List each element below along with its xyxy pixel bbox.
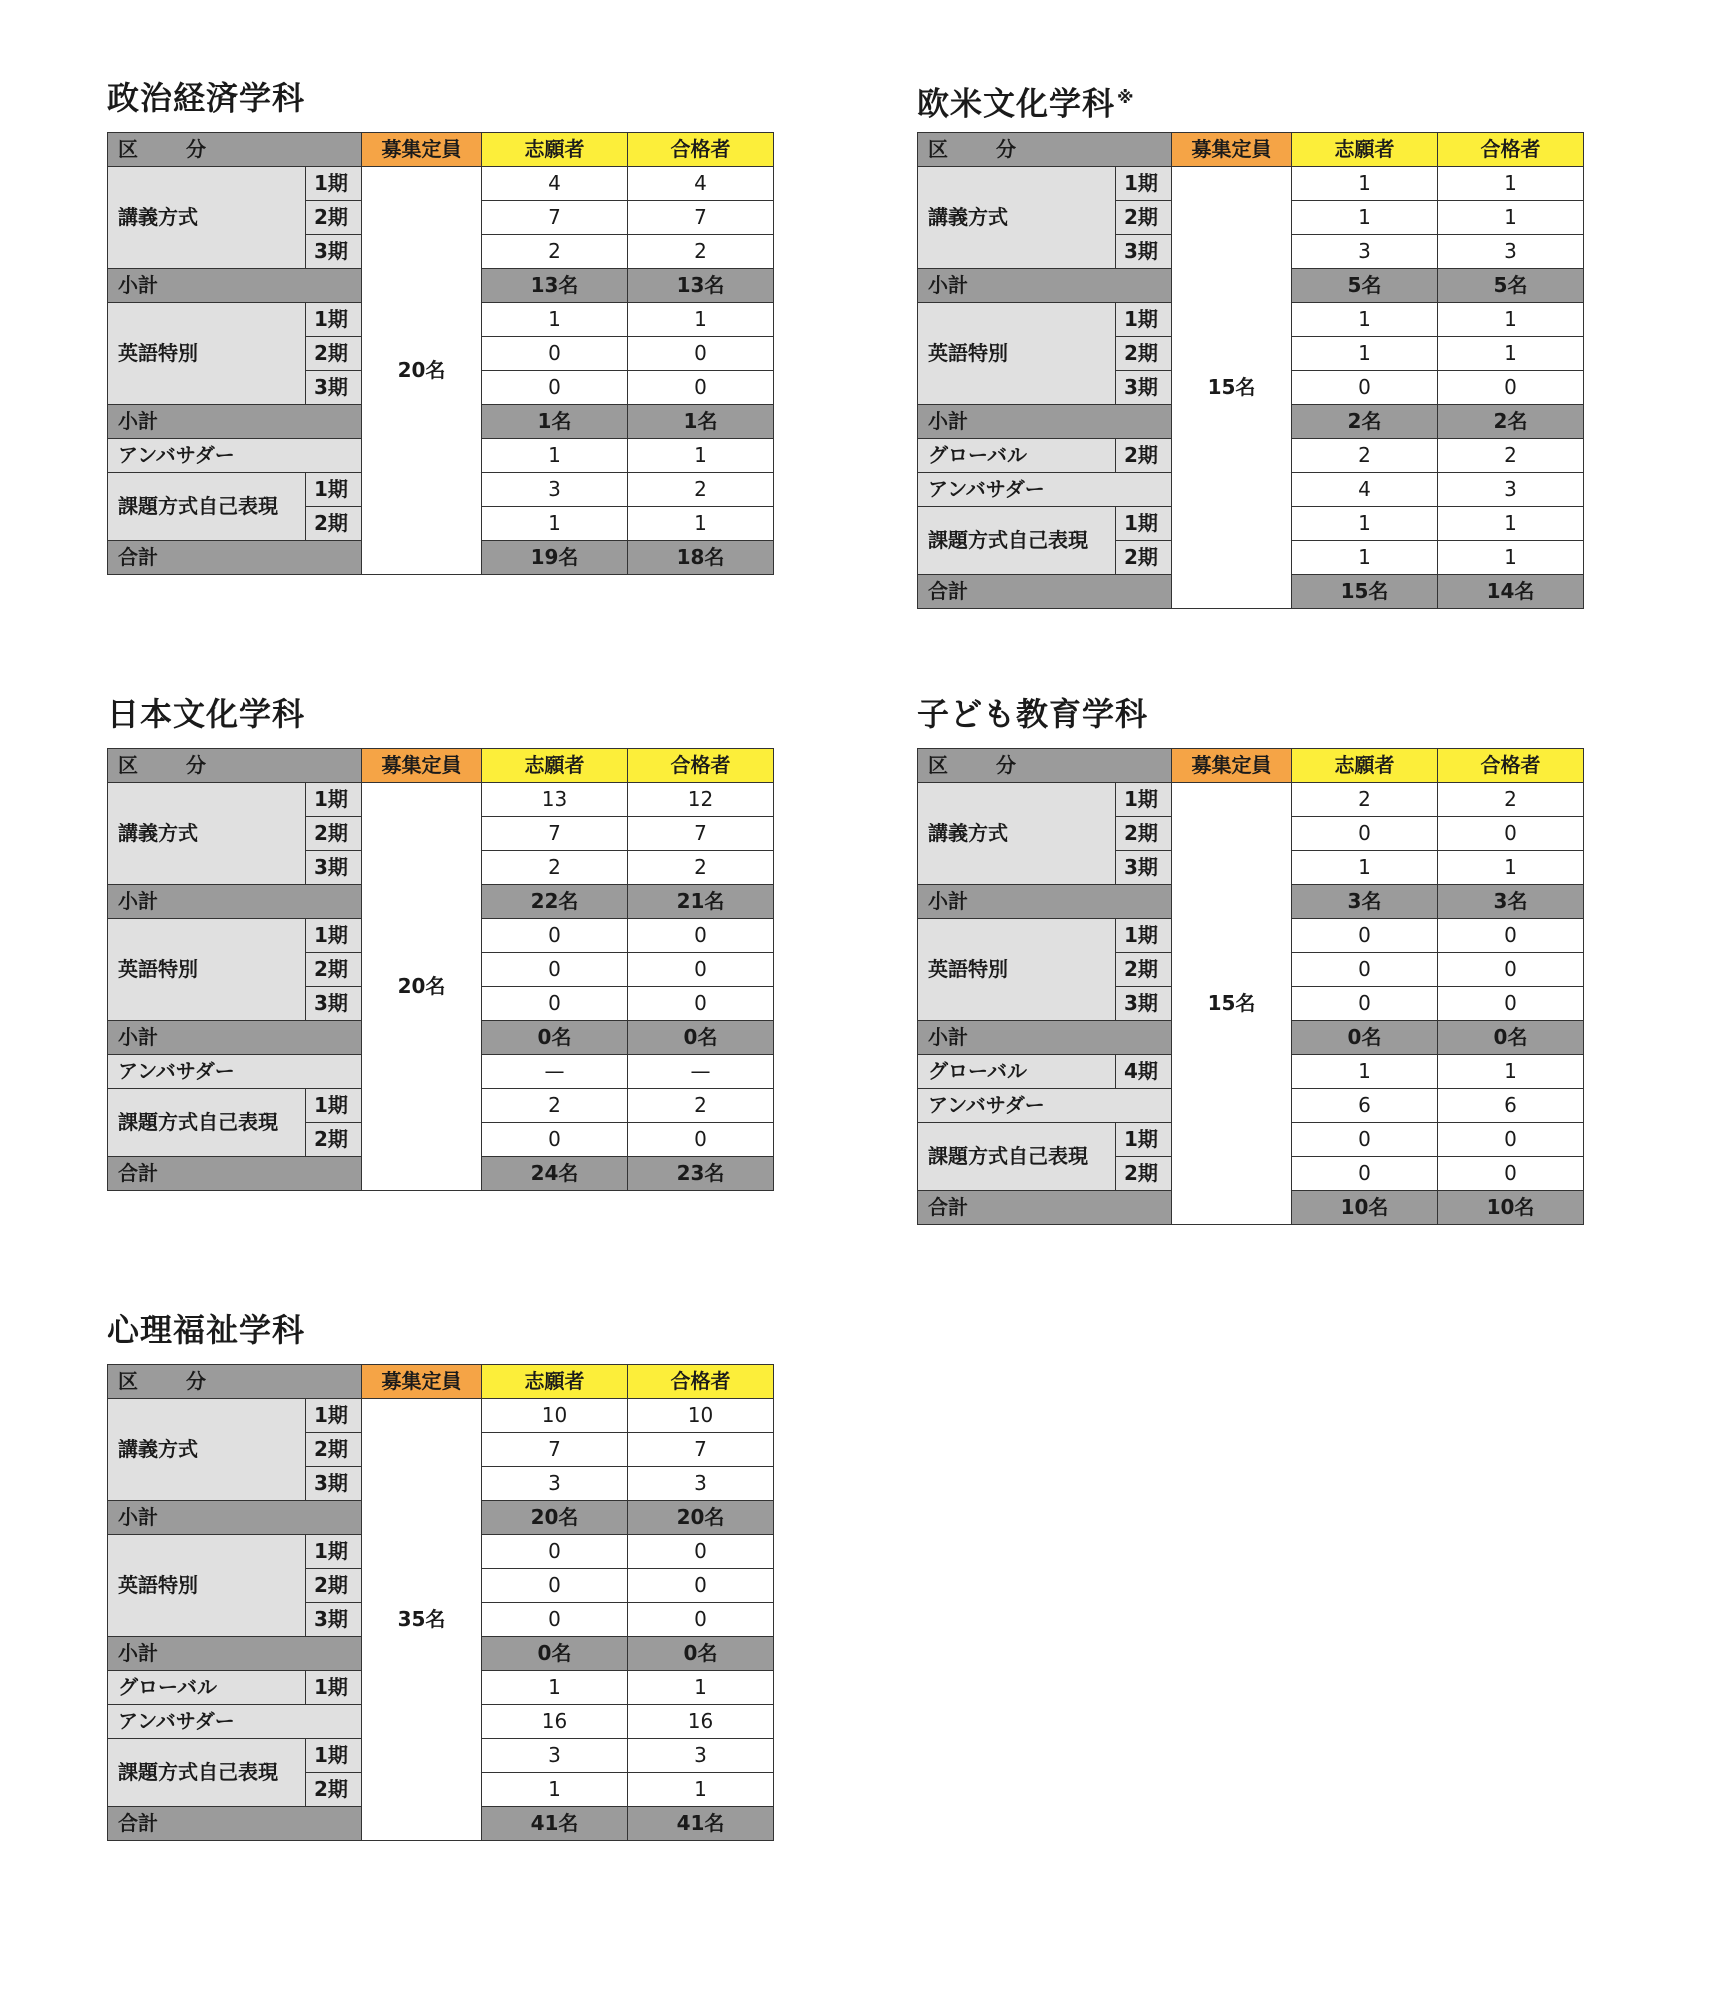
- section-title: 政治経済学科: [107, 79, 306, 117]
- applicants-cell: 2: [1292, 439, 1438, 473]
- applicants-cell: 0: [1292, 953, 1438, 987]
- passed-cell: 2: [628, 473, 774, 507]
- capacity-cell: 35名: [362, 1399, 482, 1841]
- passed-subtotal: 13名: [628, 269, 774, 303]
- passed-cell: 1: [1438, 541, 1584, 575]
- passed-cell: 0: [1438, 1123, 1584, 1157]
- capacity-cell: 20名: [362, 167, 482, 575]
- label-english: 英語特別: [108, 1535, 306, 1637]
- period-label: 1期: [1116, 507, 1172, 541]
- label-subtotal: 小計: [108, 1021, 362, 1055]
- period-label: 2期: [306, 953, 362, 987]
- applicants-cell: 1: [1292, 167, 1438, 201]
- capacity-cell: 15名: [1172, 167, 1292, 609]
- capacity-cell: 15名: [1172, 783, 1292, 1225]
- applicants-cell: 0: [1292, 371, 1438, 405]
- header-kubun: [108, 133, 362, 167]
- applicants-cell: 0: [482, 1569, 628, 1603]
- header-row: [108, 749, 774, 783]
- passed-subtotal: 0名: [1438, 1021, 1584, 1055]
- label-english: 英語特別: [108, 303, 306, 405]
- applicants-cell: —: [482, 1055, 628, 1089]
- passed-subtotal: 5名: [1438, 269, 1584, 303]
- passed-cell: 1: [1438, 201, 1584, 235]
- period-label: 1期: [306, 167, 362, 201]
- period-label: 1期: [306, 1399, 362, 1433]
- label-subtotal: 小計: [918, 405, 1172, 439]
- applicants-subtotal: 22名: [482, 885, 628, 919]
- passed-subtotal: 20名: [628, 1501, 774, 1535]
- label-subtotal: 小計: [108, 1637, 362, 1671]
- header-kubun: [918, 133, 1172, 167]
- period-label: 1期: [306, 473, 362, 507]
- label-total: 合計: [918, 575, 1172, 609]
- passed-total: 10名: [1438, 1191, 1584, 1225]
- header-applicants: 志願者: [482, 1365, 628, 1399]
- passed-cell: 3: [1438, 235, 1584, 269]
- applicants-subtotal: 5名: [1292, 269, 1438, 303]
- applicants-subtotal: 0名: [482, 1637, 628, 1671]
- passed-subtotal: 21名: [628, 885, 774, 919]
- passed-cell: —: [628, 1055, 774, 1089]
- period-label: 1期: [306, 1535, 362, 1569]
- applicants-cell: 3: [482, 473, 628, 507]
- passed-cell: 1: [1438, 851, 1584, 885]
- applicants-cell: 1: [1292, 303, 1438, 337]
- label-task: 課題方式自己表現: [918, 1123, 1116, 1191]
- section-seiji: [107, 78, 774, 575]
- header-kubun-1: 区: [928, 137, 948, 161]
- label-ambassador: アンバサダー: [918, 1089, 1172, 1123]
- period-label: 2期: [306, 1773, 362, 1807]
- header-applicants: 志願者: [1292, 133, 1438, 167]
- header-kubun-1: 区: [118, 137, 138, 161]
- applicants-subtotal: 0名: [482, 1021, 628, 1055]
- header-passed: 合格者: [628, 749, 774, 783]
- period-label: 2期: [1116, 953, 1172, 987]
- passed-cell: 0: [628, 1535, 774, 1569]
- period-label: 1期: [1116, 783, 1172, 817]
- applicants-cell: 0: [1292, 817, 1438, 851]
- label-lecture: 講義方式: [108, 167, 306, 269]
- applicants-subtotal: 1名: [482, 405, 628, 439]
- period-label: 2期: [306, 201, 362, 235]
- applicants-cell: 0: [482, 1535, 628, 1569]
- passed-cell: 3: [628, 1739, 774, 1773]
- period-label: 2期: [306, 507, 362, 541]
- passed-cell: 0: [1438, 919, 1584, 953]
- period-label: 2期: [1116, 201, 1172, 235]
- period-label: 2期: [1116, 541, 1172, 575]
- section-shinri: [107, 1310, 774, 1841]
- period-label: 1期: [306, 1739, 362, 1773]
- label-lecture: 講義方式: [918, 783, 1116, 885]
- period-label: 1期: [306, 919, 362, 953]
- applicants-subtotal: 20名: [482, 1501, 628, 1535]
- label-ambassador: アンバサダー: [108, 439, 362, 473]
- passed-cell: 0: [1438, 1157, 1584, 1191]
- applicants-cell: 4: [1292, 473, 1438, 507]
- section-title-text: 欧米文化学科: [917, 84, 1116, 123]
- period-label: 2期: [306, 337, 362, 371]
- passed-cell: 7: [628, 1433, 774, 1467]
- header-passed: 合格者: [628, 1365, 774, 1399]
- applicants-cell: 1: [1292, 1055, 1438, 1089]
- applicants-cell: 2: [1292, 783, 1438, 817]
- applicants-cell: 7: [482, 201, 628, 235]
- passed-total: 23名: [628, 1157, 774, 1191]
- passed-cell: 0: [1438, 953, 1584, 987]
- label-lecture: 講義方式: [108, 1399, 306, 1501]
- passed-cell: 0: [1438, 817, 1584, 851]
- label-task: 課題方式自己表現: [108, 473, 306, 541]
- header-kubun: [918, 749, 1172, 783]
- header-kubun-1: 区: [118, 1369, 138, 1393]
- period-label: 3期: [1116, 371, 1172, 405]
- passed-subtotal: 0名: [628, 1637, 774, 1671]
- applicants-total: 19名: [482, 541, 628, 575]
- header-kubun-2: 分: [186, 753, 206, 777]
- applicants-cell: 2: [482, 1089, 628, 1123]
- period-label: 1期: [306, 303, 362, 337]
- capacity-cell: 20名: [362, 783, 482, 1191]
- label-lecture: 講義方式: [918, 167, 1116, 269]
- period-label: 3期: [306, 235, 362, 269]
- header-kubun-2: 分: [996, 137, 1016, 161]
- section-title: 日本文化学科: [107, 695, 306, 733]
- period-label: 2期: [1116, 817, 1172, 851]
- period-label: 1期: [306, 1089, 362, 1123]
- applicants-cell: 7: [482, 817, 628, 851]
- passed-cell: 0: [628, 1123, 774, 1157]
- passed-subtotal: 3名: [1438, 885, 1584, 919]
- header-kubun-1: 区: [118, 753, 138, 777]
- label-total: 合計: [108, 1157, 362, 1191]
- applicants-cell: 1: [1292, 507, 1438, 541]
- passed-cell: 0: [628, 1569, 774, 1603]
- applicants-cell: 0: [482, 1603, 628, 1637]
- applicants-cell: 0: [482, 1123, 628, 1157]
- label-english: 英語特別: [918, 919, 1116, 1021]
- passed-cell: 0: [628, 1603, 774, 1637]
- applicants-cell: 1: [482, 1773, 628, 1807]
- passed-cell: 12: [628, 783, 774, 817]
- passed-cell: 2: [628, 235, 774, 269]
- passed-cell: 2: [628, 1089, 774, 1123]
- header-capacity: 募集定員: [362, 133, 482, 167]
- applicants-cell: 3: [482, 1739, 628, 1773]
- passed-cell: 2: [1438, 439, 1584, 473]
- passed-cell: 3: [1438, 473, 1584, 507]
- passed-cell: 2: [1438, 783, 1584, 817]
- results-table: [107, 132, 774, 575]
- passed-cell: 1: [1438, 167, 1584, 201]
- period-label: 1期: [1116, 303, 1172, 337]
- applicants-cell: 1: [1292, 201, 1438, 235]
- label-subtotal: 小計: [918, 1021, 1172, 1055]
- period-label: 1期: [1116, 919, 1172, 953]
- header-applicants: 志願者: [482, 133, 628, 167]
- header-kubun: [108, 1365, 362, 1399]
- table-row: [918, 167, 1584, 201]
- applicants-cell: 1: [1292, 541, 1438, 575]
- header-kubun-2: 分: [996, 753, 1016, 777]
- header-capacity: 募集定員: [1172, 133, 1292, 167]
- period-label: 1期: [306, 783, 362, 817]
- applicants-cell: 1: [1292, 337, 1438, 371]
- period-label: 3期: [1116, 235, 1172, 269]
- label-subtotal: 小計: [918, 885, 1172, 919]
- label-ambassador: アンバサダー: [108, 1705, 362, 1739]
- label-total: 合計: [108, 541, 362, 575]
- applicants-cell: 0: [482, 987, 628, 1021]
- passed-cell: 1: [1438, 303, 1584, 337]
- applicants-total: 10名: [1292, 1191, 1438, 1225]
- applicants-total: 15名: [1292, 575, 1438, 609]
- label-task: 課題方式自己表現: [108, 1739, 306, 1807]
- applicants-subtotal: 0名: [1292, 1021, 1438, 1055]
- passed-cell: 16: [628, 1705, 774, 1739]
- passed-cell: 1: [1438, 1055, 1584, 1089]
- applicants-cell: 0: [482, 371, 628, 405]
- passed-subtotal: 2名: [1438, 405, 1584, 439]
- applicants-cell: 16: [482, 1705, 628, 1739]
- applicants-cell: 2: [482, 851, 628, 885]
- section-nihon: [107, 694, 774, 1191]
- passed-cell: 0: [1438, 371, 1584, 405]
- passed-subtotal: 0名: [628, 1021, 774, 1055]
- passed-cell: 1: [628, 507, 774, 541]
- applicants-cell: 3: [1292, 235, 1438, 269]
- period-label: 3期: [306, 371, 362, 405]
- period-label: 2期: [306, 1433, 362, 1467]
- label-subtotal: 小計: [108, 269, 362, 303]
- applicants-cell: 10: [482, 1399, 628, 1433]
- header-passed: 合格者: [1438, 749, 1584, 783]
- header-kubun-2: 分: [186, 137, 206, 161]
- results-table: [917, 748, 1584, 1225]
- header-kubun-2: 分: [186, 1369, 206, 1393]
- applicants-cell: 2: [482, 235, 628, 269]
- applicants-cell: 1: [1292, 851, 1438, 885]
- label-subtotal: 小計: [108, 885, 362, 919]
- period-label: 3期: [1116, 987, 1172, 1021]
- period-label: 1期: [1116, 1123, 1172, 1157]
- period-label: 2期: [306, 817, 362, 851]
- label-subtotal: 小計: [108, 1501, 362, 1535]
- applicants-subtotal: 2名: [1292, 405, 1438, 439]
- passed-cell: 0: [1438, 987, 1584, 1021]
- period-label: 3期: [306, 1467, 362, 1501]
- label-total: 合計: [918, 1191, 1172, 1225]
- applicants-cell: 1: [482, 303, 628, 337]
- header-row: [108, 133, 774, 167]
- header-capacity: 募集定員: [362, 1365, 482, 1399]
- label-english: 英語特別: [108, 919, 306, 1021]
- applicants-cell: 0: [1292, 919, 1438, 953]
- applicants-cell: 0: [1292, 1123, 1438, 1157]
- section-title: 心理福祉学科: [107, 1311, 306, 1349]
- applicants-cell: 0: [482, 337, 628, 371]
- passed-cell: 10: [628, 1399, 774, 1433]
- passed-cell: 1: [628, 439, 774, 473]
- applicants-cell: 6: [1292, 1089, 1438, 1123]
- applicants-cell: 4: [482, 167, 628, 201]
- results-table: [107, 1364, 774, 1841]
- applicants-cell: 1: [482, 1671, 628, 1705]
- header-passed: 合格者: [628, 133, 774, 167]
- header-row: [108, 1365, 774, 1399]
- passed-cell: 0: [628, 919, 774, 953]
- passed-cell: 1: [628, 303, 774, 337]
- passed-cell: 2: [628, 851, 774, 885]
- section-kodomo: [917, 694, 1584, 1225]
- header-row: [918, 133, 1584, 167]
- period-label: 2期: [1116, 1157, 1172, 1191]
- applicants-total: 24名: [482, 1157, 628, 1191]
- header-kubun: [108, 749, 362, 783]
- label-subtotal: 小計: [108, 405, 362, 439]
- applicants-total: 41名: [482, 1807, 628, 1841]
- passed-subtotal: 1名: [628, 405, 774, 439]
- label-task: 課題方式自己表現: [108, 1089, 306, 1157]
- label-lecture: 講義方式: [108, 783, 306, 885]
- applicants-cell: 0: [482, 953, 628, 987]
- table-row: [108, 1399, 774, 1433]
- results-table: [107, 748, 774, 1191]
- period-label: 2期: [1116, 439, 1172, 473]
- header-applicants: 志願者: [1292, 749, 1438, 783]
- header-row: [918, 749, 1584, 783]
- table-row: [918, 783, 1584, 817]
- label-subtotal: 小計: [918, 269, 1172, 303]
- period-label: 4期: [1116, 1055, 1172, 1089]
- table-row: [108, 783, 774, 817]
- results-table: [917, 132, 1584, 609]
- passed-cell: 0: [628, 987, 774, 1021]
- passed-cell: 0: [628, 371, 774, 405]
- label-global: グローバル: [918, 1055, 1116, 1089]
- applicants-cell: 0: [482, 919, 628, 953]
- label-task: 課題方式自己表現: [918, 507, 1116, 575]
- passed-cell: 1: [1438, 507, 1584, 541]
- passed-cell: 3: [628, 1467, 774, 1501]
- passed-total: 18名: [628, 541, 774, 575]
- applicants-cell: 0: [1292, 987, 1438, 1021]
- applicants-subtotal: 13名: [482, 269, 628, 303]
- passed-total: 14名: [1438, 575, 1584, 609]
- header-kubun-1: 区: [928, 753, 948, 777]
- applicants-subtotal: 3名: [1292, 885, 1438, 919]
- applicants-cell: 7: [482, 1433, 628, 1467]
- applicants-cell: 0: [1292, 1157, 1438, 1191]
- period-label: 3期: [306, 851, 362, 885]
- passed-cell: 1: [628, 1773, 774, 1807]
- period-label: 2期: [306, 1123, 362, 1157]
- applicants-cell: 3: [482, 1467, 628, 1501]
- period-label: 3期: [306, 1603, 362, 1637]
- passed-total: 41名: [628, 1807, 774, 1841]
- label-ambassador: アンバサダー: [918, 473, 1172, 507]
- label-ambassador: アンバサダー: [108, 1055, 362, 1089]
- period-label: 3期: [1116, 851, 1172, 885]
- passed-cell: 0: [628, 337, 774, 371]
- passed-cell: 1: [628, 1671, 774, 1705]
- passed-cell: 1: [1438, 337, 1584, 371]
- label-total: 合計: [108, 1807, 362, 1841]
- period-label: 2期: [306, 1569, 362, 1603]
- period-label: 1期: [1116, 167, 1172, 201]
- applicants-cell: 13: [482, 783, 628, 817]
- label-english: 英語特別: [918, 303, 1116, 405]
- passed-cell: 6: [1438, 1089, 1584, 1123]
- passed-cell: 7: [628, 201, 774, 235]
- applicants-cell: 1: [482, 507, 628, 541]
- period-label: 2期: [1116, 337, 1172, 371]
- passed-cell: 0: [628, 953, 774, 987]
- applicants-cell: 1: [482, 439, 628, 473]
- label-global: グローバル: [918, 439, 1116, 473]
- passed-cell: 7: [628, 817, 774, 851]
- header-applicants: 志願者: [482, 749, 628, 783]
- section-obei: [917, 78, 1584, 609]
- period-label: 3期: [306, 987, 362, 1021]
- passed-cell: 4: [628, 167, 774, 201]
- label-global: グローバル: [108, 1671, 306, 1705]
- note-mark: ※: [1117, 88, 1135, 108]
- table-row: [108, 167, 774, 201]
- header-capacity: 募集定員: [1172, 749, 1292, 783]
- section-title: 子ども教育学科: [917, 695, 1149, 733]
- header-capacity: 募集定員: [362, 749, 482, 783]
- header-passed: 合格者: [1438, 133, 1584, 167]
- period-label: 1期: [306, 1671, 362, 1705]
- section-title: [917, 78, 1584, 123]
